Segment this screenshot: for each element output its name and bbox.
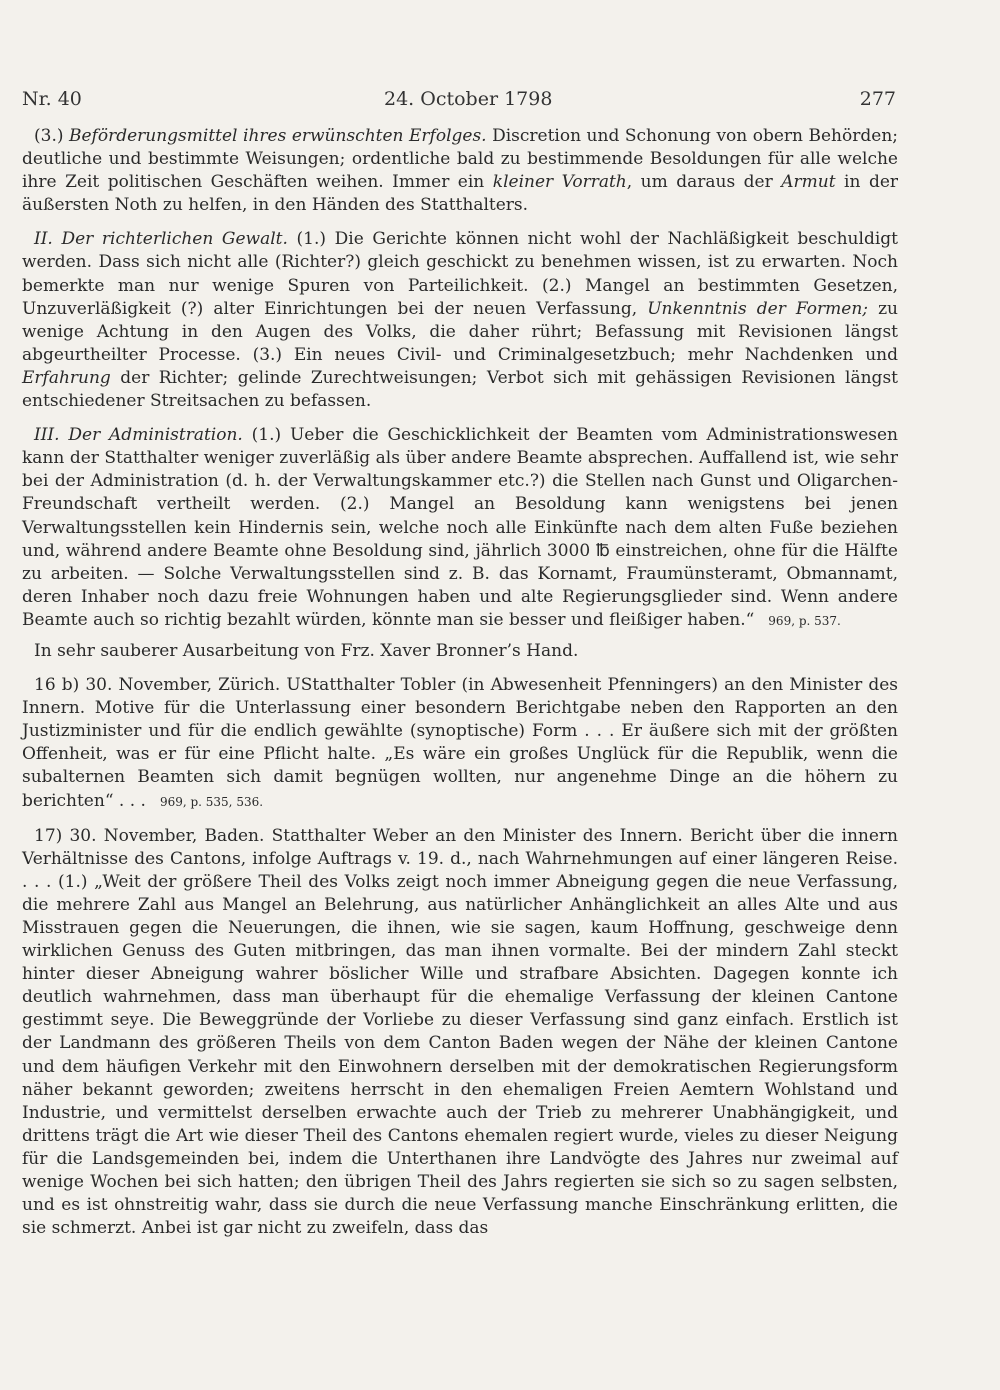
document-body xyxy=(22,125,898,1251)
header-date: 24. October 1798 xyxy=(384,88,553,110)
text-run: (1.) Ueber die Geschicklichkeit der Beamten vom Administrationswesen kann der Statthalter weniger zuverläßig als über andere Beamte absprechen. Auffallend ist, wie sehr bei der Administration (d. h. der Verwaltungskammer etc.?) die Stellen nach Gunst und Oligarchen-Freundschaft vertheilt werden. (2.) Mangel an Besoldung kann wenigstens bei jenen Verwaltungsstellen kein Hindernis sein, welche noch alle Einkünfte nach dem alten Fuße beziehen und, während andere Beamte ohne Besoldung sind, jährlich 3000 ℔ einstreichen, ohne für die Hälfte zu arbeiten. — Solche Verwaltungsstellen sind z. B. das Kornamt, Fraumünsteramt, Obmannamt, deren Inhaber noch dazu freie Wohnungen haben und alte Regierungsglieder sind. Wenn andere Beamte auch so richtig bezahlt würden, könnte man sie besser und fleißiger haben.“ xyxy=(22,425,898,630)
page-number: 277 xyxy=(859,88,896,110)
archive-reference: 969, p. 535, 536. xyxy=(159,794,264,809)
text-run: Statthalter Weber an den Minister des Innern. Bericht über die innern Verhältnisse des Cantons, infolge Auftrags v. 19. d., nach Wahrnehmungen auf einer längeren Reise. . . . (1.) „Weit der größere Theil des Volks zeigt noch immer Abneigung gegen die neue Verfassung, die mehrere Zahl aus Mangel an Belehrung, aus natürlicher Anhänglichkeit an alles Alte und aus Misstrauen gegen die Neuerungen, die ihnen, wie sie sagen, kaum Hoffnung, geschweige denn wirklichen Genuss des Guten mitbringen, das man ihnen vormalte. Bei der mindern Zahl steckt hinter dieser Abneigung wahrer böslicher Wille und strafbare Absichten. Dagegen konnte ich deutlich wahrnehmen, dass man überhaupt für die ehemalige Verfassung der kleinen Cantone gestimmt seye. Die Beweggründe der Vorliebe zu dieser Verfassung sind ganz einfach. Erstlich ist der Landmann des größeren Theils von dem Canton Baden wegen der Nähe der kleinen Cantone und dem häufigen Verkehr mit den Einwohnern derselben mit der demokratischen Regierungsform näher bekannt geworden; zweitens herrscht in den ehemaligen Freien Aemtern Wohlstand und Industrie, und vermittelst derselben erwachte auch der Trieb zu mehrerer Unabhängigkeit, und drittens trägt die Art wie dieser Theil des Cantons ehemalen regiert wurde, vieles zu dieser Neigung für die Landsgemeinden bei, indem die Unterthanen ihre Landvögte des Jahres nur zweimal auf wenige Wochen bei sich hatten; den übrigen Theil des Jahrs regierten sie sich so zu sagen selbsten, und es ist ohnstreitig wahr, dass sie durch die neue Verfassung manche Einschränkung erlitten, die sie schmerzt. Anbei ist gar nicht zu zweifeln, dass das xyxy=(22,825,898,1239)
paragraph-administration xyxy=(22,424,898,633)
section-heading-italic: II. Der richterlichen Gewalt. xyxy=(34,229,288,250)
paragraph-conveyance-means xyxy=(22,125,898,217)
entry-heading: 17) 30. November, Baden. xyxy=(34,825,265,846)
paragraph-entry-16b xyxy=(22,674,898,814)
text-run: UStatthalter Tobler (in Abwesenheit Pfenningers) an den Minister des Innern. Motive für die Unterlassung einer besondern Berichtgabe neben den Rapporten an den Justizminister und für die endlich gewählte (synoptische) Form . . . Er äußere sich mit der größten Offenheit, was er für eine Pflicht halte. „Es wäre ein großes Unglück für die Republik, wenn die subalternen Beamten sich damit begnügen wollten, nur angenehme Dinge an die höhern zu berichten“ . . . xyxy=(22,675,898,811)
text-run: (1.) Die Gerichte können nicht wohl der Nachläßigkeit beschuldigt werden. Dass sich nicht alle (Richter?) gleich geschickt zu benehmen wissen, ist zu erwarten. Noch bemerkte man nur wenige Spuren von Parteilichkeit. (2.) Mangel an bestimmten Gesetzen, Unzuverläßigkeit (?) alter Einrichtungen bei der neuen Verfassung, xyxy=(22,229,898,319)
emphasis: kleiner Vorrath xyxy=(492,172,627,193)
section-heading-italic: III. Der Administration. xyxy=(34,425,243,446)
text-run: , um daraus der xyxy=(626,172,782,193)
emphasis: Erfahrung xyxy=(22,367,111,388)
emphasis: Armut xyxy=(781,172,836,193)
emphasis: Unkenntnis der Formen; xyxy=(647,298,869,319)
paragraph-judicial-power xyxy=(22,228,898,413)
text-run: Discretion und Schonung von obern Behörden; deutliche und bestimmte Weisungen; ordentliche bald zu bestimmende Besoldungen für alle welche ihre Zeit politischen Geschäften weihen. Immer ein xyxy=(22,126,898,193)
paragraph-editorial-note xyxy=(22,640,898,663)
text-run: zu wenige Achtung in den Augen des Volks, die daher rührt; Befassung mit Revisionen längst abgeurtheilter Processe. (3.) Ein neues Civil- und Criminalgesetzbuch; mehr Nachdenken und xyxy=(22,298,898,365)
archive-reference: 969, p. 537. xyxy=(768,613,841,628)
document-number: Nr. 40 xyxy=(22,88,82,110)
section-heading-italic: Beförderungsmittel ihres erwünschten Erfolges. xyxy=(69,126,487,146)
text-run: der Richter; gelinde Zurechtweisungen; Verbot sich mit gehässigen Revisionen längst entschiedener Streitsachen zu befassen. xyxy=(22,367,898,412)
text-run: (3.) xyxy=(34,126,69,146)
text-run: In sehr sauberer Ausarbeitung von Frz. Xaver Bronner’s Hand. xyxy=(34,640,579,661)
text-run: in der äußersten Noth zu helfen, in den Händen des Statthalters. xyxy=(22,172,899,216)
entry-heading: 16 b) 30. November, Zürich. xyxy=(34,675,281,696)
paragraph-entry-17 xyxy=(22,825,898,1241)
